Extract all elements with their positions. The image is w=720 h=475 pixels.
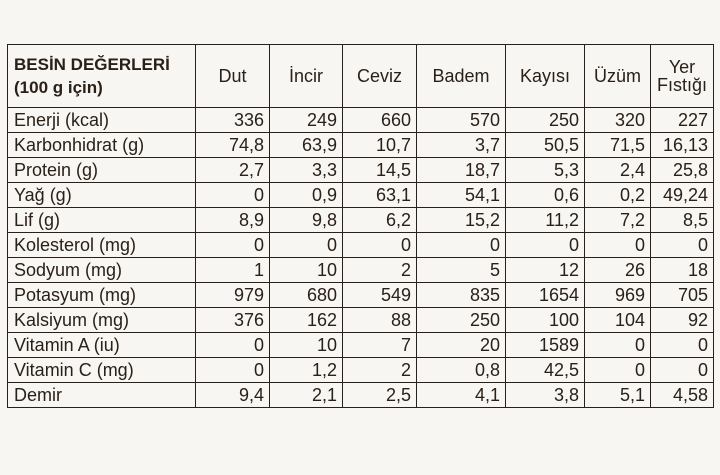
table-cell: 0 bbox=[196, 358, 270, 383]
nutrition-table-container bbox=[7, 44, 714, 408]
table-cell: 320 bbox=[585, 108, 651, 133]
table-cell: 2 bbox=[343, 258, 417, 283]
column-header: Dut bbox=[196, 45, 270, 108]
table-cell: 0 bbox=[585, 233, 651, 258]
nutrition-table bbox=[7, 44, 714, 408]
table-cell: 705 bbox=[651, 283, 714, 308]
table-cell: 42,5 bbox=[506, 358, 585, 383]
table-cell: 5,3 bbox=[506, 158, 585, 183]
table-cell: 0 bbox=[506, 233, 585, 258]
table-title-line1: BESİN DEĞERLERİ bbox=[14, 55, 170, 74]
table-row bbox=[8, 233, 714, 258]
table-cell: 0,2 bbox=[585, 183, 651, 208]
table-cell: 10 bbox=[270, 258, 343, 283]
table-title bbox=[8, 45, 196, 108]
table-cell: 0 bbox=[585, 358, 651, 383]
table-cell: 0 bbox=[343, 233, 417, 258]
table-cell: 0 bbox=[417, 233, 506, 258]
table-cell: 20 bbox=[417, 333, 506, 358]
table-cell: 92 bbox=[651, 308, 714, 333]
table-cell: 50,5 bbox=[506, 133, 585, 158]
table-row bbox=[8, 258, 714, 283]
column-header bbox=[651, 45, 714, 108]
table-cell: 250 bbox=[506, 108, 585, 133]
table-cell: 4,1 bbox=[417, 383, 506, 408]
table-row bbox=[8, 208, 714, 233]
table-body bbox=[8, 108, 714, 408]
table-row bbox=[8, 108, 714, 133]
table-cell: 2 bbox=[343, 358, 417, 383]
table-cell: 0 bbox=[651, 358, 714, 383]
table-cell: 71,5 bbox=[585, 133, 651, 158]
table-cell: 2,7 bbox=[196, 158, 270, 183]
table-cell: 11,2 bbox=[506, 208, 585, 233]
table-cell: 2,4 bbox=[585, 158, 651, 183]
table-cell: 0 bbox=[651, 333, 714, 358]
table-cell: 49,24 bbox=[651, 183, 714, 208]
column-header-line2: Fıstığı bbox=[656, 75, 707, 95]
column-header-line1: Yer bbox=[668, 57, 696, 77]
table-cell: 1,2 bbox=[270, 358, 343, 383]
table-cell: 6,2 bbox=[343, 208, 417, 233]
table-title-line2: (100 g için) bbox=[14, 78, 103, 97]
table-cell: 162 bbox=[270, 308, 343, 333]
table-cell: 16,13 bbox=[651, 133, 714, 158]
table-cell: 3,3 bbox=[270, 158, 343, 183]
row-label: Potasyum (mg) bbox=[8, 283, 196, 308]
table-row bbox=[8, 333, 714, 358]
table-cell: 0 bbox=[196, 333, 270, 358]
table-cell: 1 bbox=[196, 258, 270, 283]
table-cell: 63,1 bbox=[343, 183, 417, 208]
table-cell: 63,9 bbox=[270, 133, 343, 158]
table-cell: 5 bbox=[417, 258, 506, 283]
table-cell: 100 bbox=[506, 308, 585, 333]
table-cell: 8,5 bbox=[651, 208, 714, 233]
row-label: Enerji (kcal) bbox=[8, 108, 196, 133]
table-cell: 8,9 bbox=[196, 208, 270, 233]
header-row bbox=[8, 45, 714, 108]
table-row bbox=[8, 358, 714, 383]
table-cell: 227 bbox=[651, 108, 714, 133]
table-cell: 18 bbox=[651, 258, 714, 283]
table-cell: 979 bbox=[196, 283, 270, 308]
row-label: Vitamin C (mg) bbox=[8, 358, 196, 383]
row-label: Yağ (g) bbox=[8, 183, 196, 208]
row-label: Sodyum (mg) bbox=[8, 258, 196, 283]
table-cell: 1589 bbox=[506, 333, 585, 358]
row-label: Protein (g) bbox=[8, 158, 196, 183]
table-cell: 74,8 bbox=[196, 133, 270, 158]
table-cell: 0,6 bbox=[506, 183, 585, 208]
table-cell: 2,5 bbox=[343, 383, 417, 408]
table-cell: 54,1 bbox=[417, 183, 506, 208]
table-cell: 0 bbox=[651, 233, 714, 258]
column-header: Kayısı bbox=[506, 45, 585, 108]
column-header: Badem bbox=[417, 45, 506, 108]
table-cell: 4,58 bbox=[651, 383, 714, 408]
table-cell: 3,7 bbox=[417, 133, 506, 158]
table-cell: 12 bbox=[506, 258, 585, 283]
table-cell: 9,4 bbox=[196, 383, 270, 408]
table-cell: 0,8 bbox=[417, 358, 506, 383]
table-cell: 25,8 bbox=[651, 158, 714, 183]
table-cell: 18,7 bbox=[417, 158, 506, 183]
table-row bbox=[8, 383, 714, 408]
table-cell: 2,1 bbox=[270, 383, 343, 408]
table-cell: 7 bbox=[343, 333, 417, 358]
table-cell: 104 bbox=[585, 308, 651, 333]
table-row bbox=[8, 183, 714, 208]
row-label: Kalsiyum (mg) bbox=[8, 308, 196, 333]
table-cell: 26 bbox=[585, 258, 651, 283]
table-cell: 376 bbox=[196, 308, 270, 333]
table-cell: 336 bbox=[196, 108, 270, 133]
table-cell: 14,5 bbox=[343, 158, 417, 183]
table-cell: 0,9 bbox=[270, 183, 343, 208]
table-cell: 5,1 bbox=[585, 383, 651, 408]
column-header: Ceviz bbox=[343, 45, 417, 108]
table-row bbox=[8, 283, 714, 308]
table-cell: 835 bbox=[417, 283, 506, 308]
table-cell: 250 bbox=[417, 308, 506, 333]
table-cell: 249 bbox=[270, 108, 343, 133]
table-cell: 969 bbox=[585, 283, 651, 308]
column-header: İncir bbox=[270, 45, 343, 108]
table-cell: 88 bbox=[343, 308, 417, 333]
table-cell: 10 bbox=[270, 333, 343, 358]
table-cell: 549 bbox=[343, 283, 417, 308]
table-cell: 680 bbox=[270, 283, 343, 308]
table-cell: 0 bbox=[196, 183, 270, 208]
row-label: Vitamin A (iu) bbox=[8, 333, 196, 358]
table-cell: 9,8 bbox=[270, 208, 343, 233]
table-cell: 0 bbox=[585, 333, 651, 358]
table-cell: 3,8 bbox=[506, 383, 585, 408]
column-header: Üzüm bbox=[585, 45, 651, 108]
table-cell: 10,7 bbox=[343, 133, 417, 158]
table-row bbox=[8, 133, 714, 158]
row-label: Karbonhidrat (g) bbox=[8, 133, 196, 158]
table-row bbox=[8, 158, 714, 183]
table-row bbox=[8, 308, 714, 333]
table-cell: 0 bbox=[270, 233, 343, 258]
table-cell: 1654 bbox=[506, 283, 585, 308]
table-cell: 7,2 bbox=[585, 208, 651, 233]
table-cell: 660 bbox=[343, 108, 417, 133]
table-cell: 570 bbox=[417, 108, 506, 133]
row-label: Kolesterol (mg) bbox=[8, 233, 196, 258]
table-cell: 0 bbox=[196, 233, 270, 258]
table-cell: 15,2 bbox=[417, 208, 506, 233]
row-label: Lif (g) bbox=[8, 208, 196, 233]
row-label: Demir bbox=[8, 383, 196, 408]
